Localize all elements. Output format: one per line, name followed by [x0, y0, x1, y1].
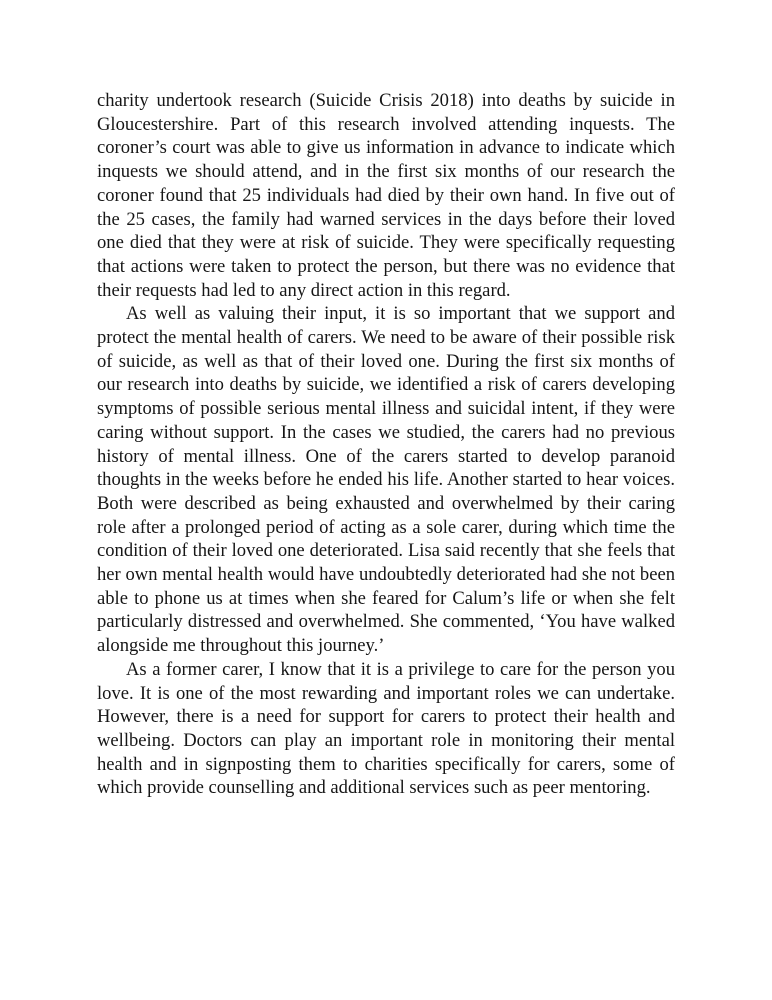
- paragraph-continued-research: charity undertook research (Suicide Crisis 2018) into deaths by suicide in Gloucestershire. Part of this research involved attending inquests. The coroner’s court was able to give us information in advance to indicate which inquests we should attend, and in the first six months of our research the coroner found that 25 individuals had died by their own hand. In five out of the 25 cases, the family had warned services in the days before their loved one died that they were at risk of suicide. They were specifically requesting that actions were taken to protect the person, but there was no evidence that their requests had led to any direct action in this regard.: [97, 90, 675, 301]
- paragraph-former-carer: As a former carer, I know that it is a privilege to care for the person you love. It is one of the most rewarding and important roles we can undertake. However, there is a need for support for carers to protect their health and wellbeing. Doctors can play an important role in monitoring their mental health and in signposting them to charities specifically for carers, some of which provide counselling and additional services such as peer mentoring.: [97, 658, 675, 799]
- paragraph-carers-mental-health: As well as valuing their input, it is so important that we support and protect the mental health of carers. We need to be aware of their possible risk of suicide, as well as that of their loved one. During the first six months of our research into deaths by suicide, we identified a risk of carers developing symptoms of possible serious mental illness and suicidal intent, if they were caring without support. In the cases we studied, the carers had no previous history of mental illness. One of the carers started to develop paranoid thoughts in the weeks before he ended his life. Another started to hear voices. Both were described as being exhausted and overwhelmed by their caring role after a prolonged period of acting as a sole carer, during which time the condition of their loved one deteriorated. Lisa said recently that she feels that her own mental health would have undoubtedly deteriorated had she not been able to phone us at times when she feared for Calum’s life or when she felt particularly distressed and overwhelmed. She commented, ‘You have walked alongside me throughout this journey.’: [97, 303, 675, 657]
- document-page: [97, 89, 675, 800]
